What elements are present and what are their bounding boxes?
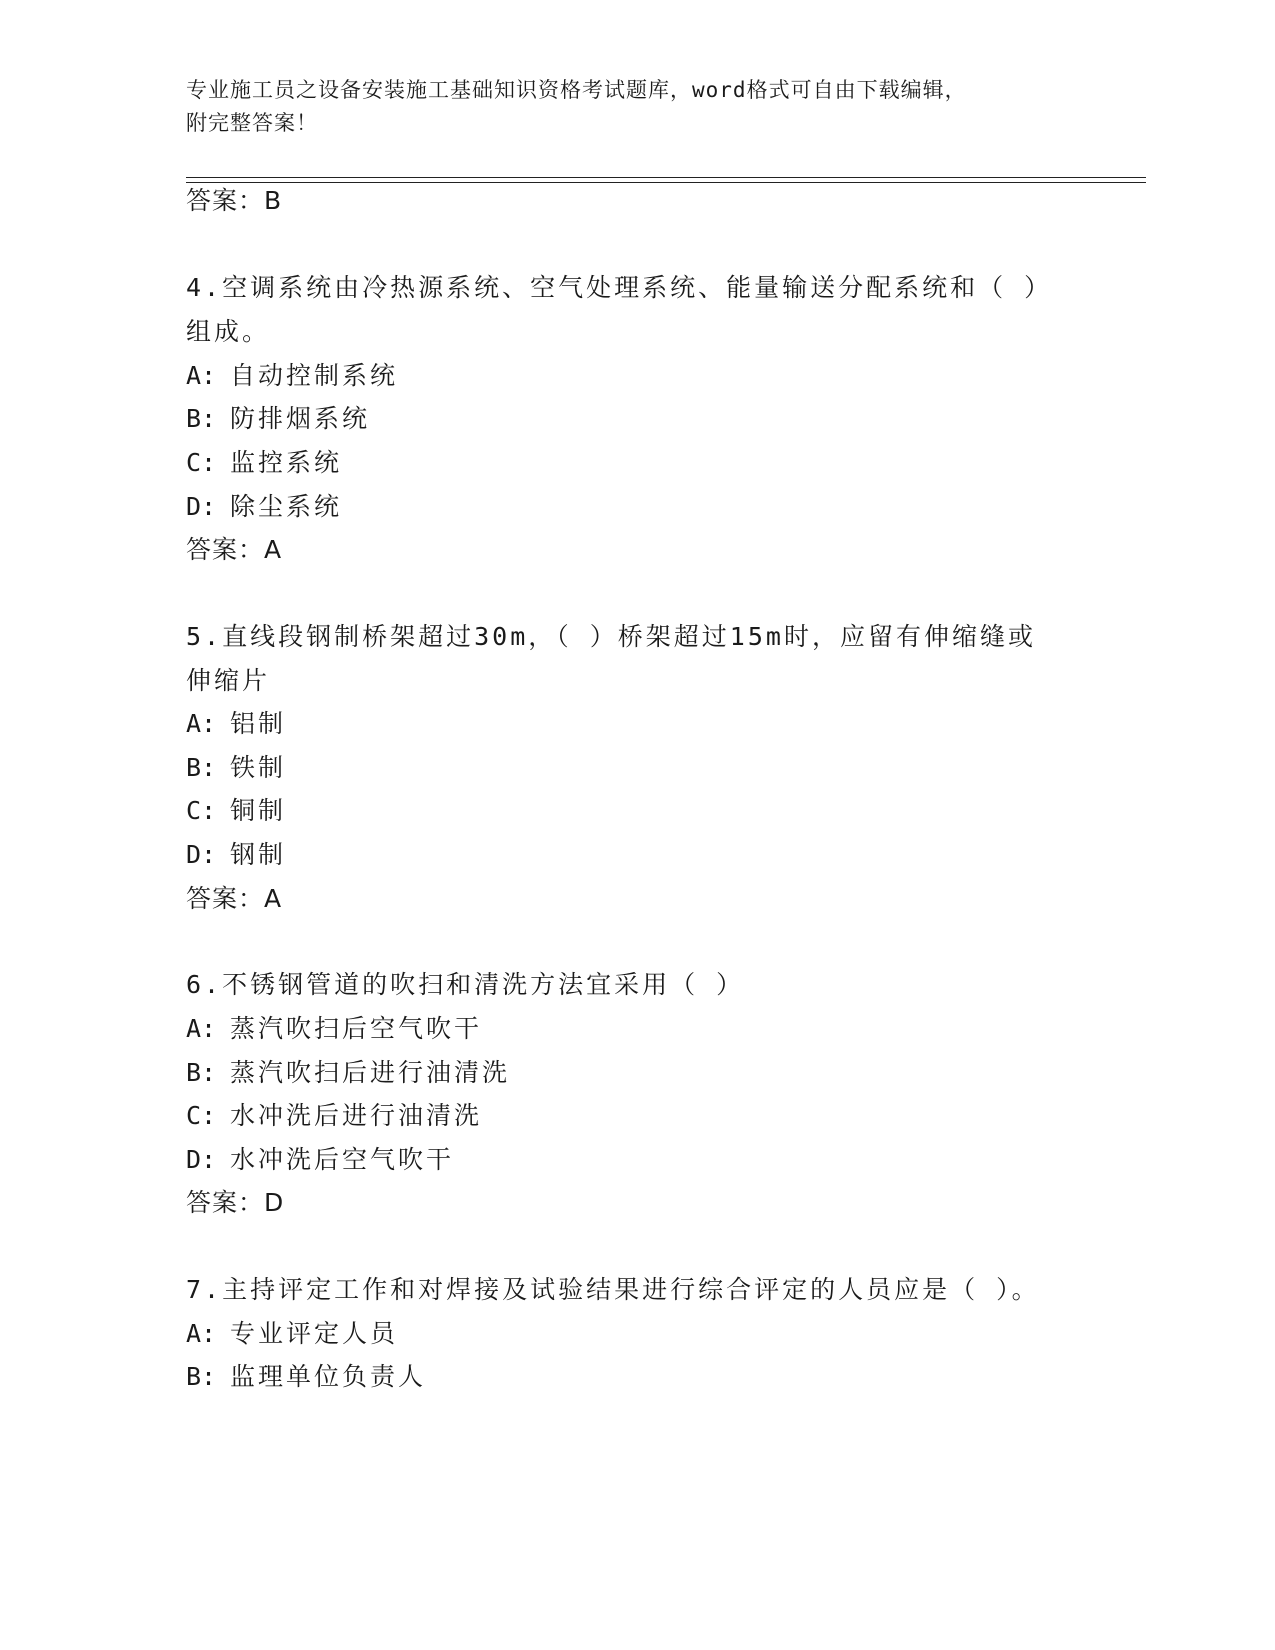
question-7-option-a xyxy=(186,1317,398,1351)
option-text: 监理单位负责人 xyxy=(230,1362,427,1391)
option-text: 蒸汽吹扫后空气吹干 xyxy=(230,1014,483,1043)
option-letter: D: xyxy=(186,492,217,521)
option-text: 钢制 xyxy=(230,840,287,869)
question-6-option-a xyxy=(186,1012,482,1046)
question-5-option-c xyxy=(186,794,286,828)
option-text: 铝制 xyxy=(230,709,287,738)
option-letter: B: xyxy=(186,1362,217,1391)
option-text: 防排烟系统 xyxy=(230,404,371,433)
question-5-option-d xyxy=(186,838,286,872)
question-7-stem-line-1: 7.主持评定工作和对焊接及试验结果进行综合评定的人员应是（ ）。 xyxy=(186,1275,1040,1304)
option-letter: A: xyxy=(186,1014,217,1043)
question-5-stem-line-1: 5.直线段钢制桥架超过30m，（ ）桥架超过15m时，应留有伸缩缝或 xyxy=(186,622,1036,651)
option-text: 除尘系统 xyxy=(230,492,343,521)
option-text: 铜制 xyxy=(230,796,287,825)
question-6-option-c xyxy=(186,1099,482,1133)
option-letter: C: xyxy=(186,1101,217,1130)
option-text: 水冲洗后空气吹干 xyxy=(230,1145,455,1174)
option-letter: A: xyxy=(186,709,217,738)
question-5-stem-line-2: 伸缩片 xyxy=(186,666,271,695)
question-6-option-b xyxy=(186,1056,510,1090)
option-text: 铁制 xyxy=(230,753,287,782)
header-line-2: 附完整答案！ xyxy=(186,111,318,135)
question-4-option-c xyxy=(186,446,342,480)
header-rule-top xyxy=(186,177,1146,178)
option-letter: D: xyxy=(186,1145,217,1174)
question-4-option-b xyxy=(186,402,370,436)
answer-line: 答案：B xyxy=(186,186,283,215)
question-4-answer: 答案：A xyxy=(186,535,283,564)
header-rule-bottom xyxy=(186,182,1146,183)
question-5-option-b xyxy=(186,751,286,785)
option-letter: C: xyxy=(186,796,217,825)
option-letter: A: xyxy=(186,361,217,390)
question-5-answer: 答案：A xyxy=(186,884,283,913)
question-5-option-a xyxy=(186,707,286,741)
option-letter: B: xyxy=(186,753,217,782)
option-text: 蒸汽吹扫后进行油清洗 xyxy=(230,1058,511,1087)
document-header xyxy=(186,74,1086,140)
question-4-stem-line-1: 4.空调系统由冷热源系统、空气处理系统、能量输送分配系统和（ ） xyxy=(186,273,1053,302)
option-letter: D: xyxy=(186,840,217,869)
header-line-1: 专业施工员之设备安装施工基础知识资格考试题库，word格式可自由下载编辑， xyxy=(186,78,967,102)
question-6-answer: 答案：D xyxy=(186,1188,285,1217)
question-7-option-b xyxy=(186,1360,426,1394)
option-letter: B: xyxy=(186,404,217,433)
option-text: 水冲洗后进行油清洗 xyxy=(230,1101,483,1130)
option-letter: C: xyxy=(186,448,217,477)
option-text: 专业评定人员 xyxy=(230,1319,399,1348)
option-text: 监控系统 xyxy=(230,448,343,477)
question-6-option-d xyxy=(186,1143,454,1177)
question-6-stem-line-1: 6.不锈钢管道的吹扫和清洗方法宜采用（ ） xyxy=(186,970,745,999)
option-text: 自动控制系统 xyxy=(230,361,399,390)
question-4-option-d xyxy=(186,490,342,524)
option-letter: A: xyxy=(186,1319,217,1348)
question-4-stem-line-2: 组成。 xyxy=(186,317,271,346)
option-letter: B: xyxy=(186,1058,217,1087)
question-4-option-a xyxy=(186,359,398,393)
